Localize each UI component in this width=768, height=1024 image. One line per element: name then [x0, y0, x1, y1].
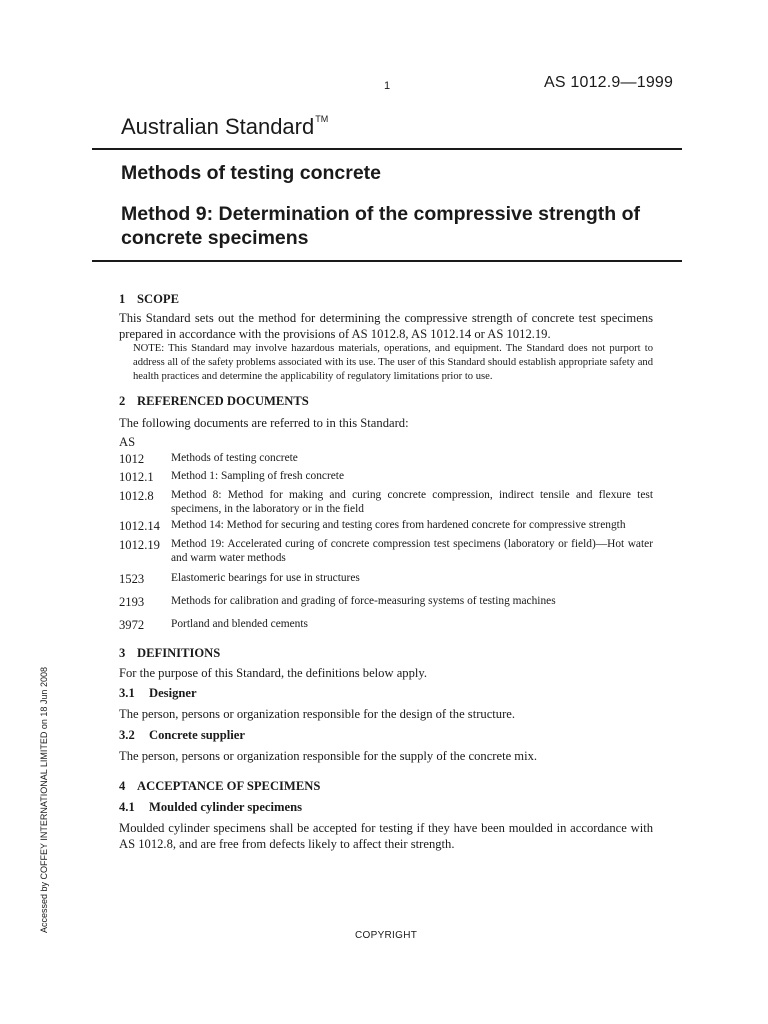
scope-text: This Standard sets out the method for determining the compressive strength of concrete test specimens prepared in accordance with the provisions of AS 1012.8, AS 1012.14 or AS 1012.19. — [119, 310, 653, 341]
reference-item — [119, 618, 653, 634]
reference-number: 1012.1 — [119, 470, 154, 485]
definition-number: 3.2 — [119, 727, 135, 742]
definition-number: 3.1 — [119, 686, 135, 701]
section-title: REFERENCED DOCUMENTS — [137, 394, 309, 409]
scope-note: NOTE: This Standard may involve hazardous materials, operations, and equipment. The Standard does not purport to address all of the safety problems associated with its use. The user of this Standard should establish appropriate safety and health practices and determine the applicability of regulatory limitations prior to use. — [133, 343, 653, 382]
reference-number: 1523 — [119, 572, 145, 587]
definition-text: The person, persons or organization responsible for the supply of the concrete mix. — [119, 748, 538, 763]
reference-number: 1012.19 — [119, 538, 160, 553]
reference-number: 1012 — [119, 451, 145, 466]
reference-title: Elastomeric bearings for use in structures — [171, 572, 360, 585]
definition-text: The person, persons or organization responsible for the design of the structure. — [119, 707, 516, 722]
brand-title — [121, 114, 328, 140]
reference-number: 1012.8 — [119, 489, 154, 504]
section-heading-references — [119, 394, 653, 410]
reference-number: 3972 — [119, 617, 145, 632]
reference-number: 1012.14 — [119, 519, 160, 534]
reference-title: Portland and blended cements — [171, 617, 308, 630]
method-title: Method 9: Determination of the compressive strength of concrete specimens — [121, 203, 640, 249]
copyright-label: COPYRIGHT — [355, 930, 418, 941]
reference-list — [119, 452, 653, 634]
definition-heading — [119, 728, 653, 744]
reference-item — [119, 489, 653, 516]
top-rule — [92, 148, 682, 150]
bottom-rule — [92, 260, 682, 262]
trademark-mark: TM — [315, 114, 329, 124]
subsection-text: Moulded cylinder specimens shall be accepted for testing if they have been moulded in accordance with AS 1012.8, and are free from defects likely to affect their strength. — [119, 821, 653, 851]
document-body — [119, 292, 653, 853]
series-title: Methods of testing concrete — [121, 162, 382, 184]
section-number: 3 — [119, 645, 126, 660]
section-heading-acceptance — [119, 779, 653, 795]
reference-item — [119, 470, 653, 486]
standard-id: AS 1012.9—1999 — [544, 74, 674, 91]
section-number: 1 — [119, 292, 126, 306]
section-number: 2 — [119, 394, 126, 409]
section-title: SCOPE — [137, 292, 179, 306]
subsection-heading — [119, 800, 653, 816]
page-number: 1 — [384, 80, 391, 92]
reference-item — [119, 572, 653, 588]
section-title: DEFINITIONS — [137, 645, 221, 660]
reference-item — [119, 519, 653, 535]
reference-number: 2193 — [119, 595, 145, 610]
definition-heading — [119, 686, 653, 702]
definitions-intro: For the purpose of this Standard, the definitions below apply. — [119, 665, 428, 680]
reference-title: Methods for calibration and grading of force-measuring systems of testing machines — [171, 595, 556, 608]
reference-title: Method 14: Method for securing and testing cores from hardened concrete for compressive strength — [171, 519, 626, 532]
reference-title: Methods of testing concrete — [171, 451, 298, 464]
brand-name: Australian Standard — [121, 114, 315, 139]
references-prefix: AS — [119, 434, 136, 449]
section-title: ACCEPTANCE OF SPECIMENS — [137, 778, 321, 793]
definition-term: Concrete supplier — [149, 727, 245, 742]
subsection-number: 4.1 — [119, 800, 135, 815]
reference-item — [119, 538, 653, 565]
reference-title: Method 19: Accelerated curing of concrete compression test specimens (laboratory or field)—Hot water and warm water methods — [171, 538, 653, 564]
section-heading-definitions — [119, 646, 653, 662]
reference-title: Method 8: Method for making and curing concrete compression, indirect tensile and flexure test specimens, in the laboratory or in the field — [171, 489, 653, 515]
reference-item — [119, 452, 653, 468]
reference-title: Method 1: Sampling of fresh concrete — [171, 470, 345, 483]
references-intro: The following documents are referred to in this Standard: — [119, 415, 409, 430]
definition-term: Designer — [149, 686, 197, 701]
access-watermark: Accessed by COFFEY INTERNATIONAL LIMITED on 18 Jun 2008 — [39, 667, 49, 933]
subsection-term: Moulded cylinder specimens — [149, 800, 302, 815]
section-number: 4 — [119, 778, 126, 793]
reference-item — [119, 595, 653, 611]
section-heading-scope — [119, 292, 653, 308]
